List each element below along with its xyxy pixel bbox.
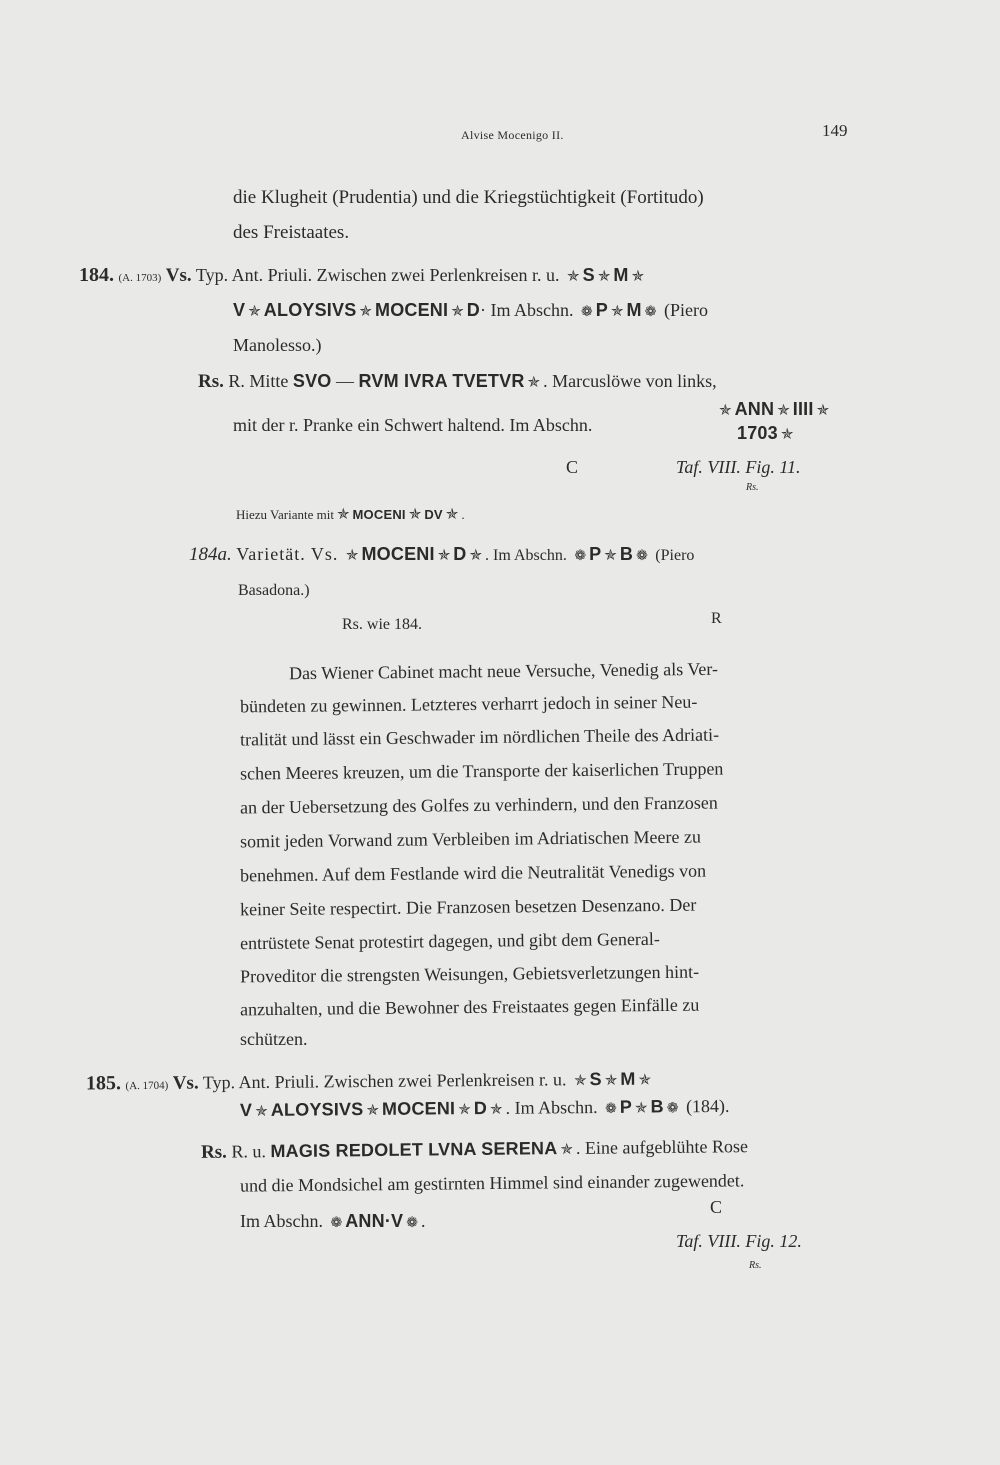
paragraph-line-4: schen Meeres kreuzen, um die Transporte der kaiserlichen Truppen [239,758,724,784]
entry-185-reverse-line-3: Im Abschn. ❁ ANN·V ❁ . [240,1211,426,1231]
entry-184-reverse-line-1 [198,370,717,393]
reverse-label: Rs. [200,1141,227,1163]
intro-line-1: die Klugheit (Prudentia) und die Kriegstüchtigkeit (Fortitudo) [233,187,704,208]
star-icon: ✯ [597,267,611,285]
plate-reference: Taf. VIII. Fig. 12. [676,1231,802,1251]
obverse-description: Typ. Ant. Priuli. Zwischen zwei Perlenkreisen r. u. [195,265,560,285]
star-icon: ✯ [255,1101,268,1121]
star-icon: ✯ [336,505,350,523]
reverse-label: Rs. [198,371,224,392]
rarity-mark: C [710,1197,723,1217]
legend-letter: M [613,265,629,285]
legend-letter: M [620,1068,636,1089]
exergue-line-2 [737,422,796,445]
rosette-icon: ❁ [580,304,593,320]
plate-side: Rs. [746,482,759,493]
paragraph-line-1: Das Wiener Cabinet macht neue Versuche, Venedig als Ver- [288,658,719,684]
star-icon: ✯ [359,302,372,320]
paragraph-line-10: Proveditor die strengsten Weisungen, Gebietsverletzungen hint- [239,961,700,987]
entry-184a-line-2: Basadona.) [238,582,310,599]
plate-reference: Taf. VIII. Fig. 11. [676,457,801,477]
rarity-mark: C [566,457,579,477]
rosette-icon: ❁ [330,1215,343,1231]
star-icon: ✯ [638,1070,652,1089]
abschnitt-label: . Im Abschn. [485,547,567,564]
star-icon: ✯ [634,1098,648,1117]
paragraph-line-3: tralität und lässt ein Geschwader im nördlichen Theile des Adriati- [239,724,720,750]
entry-185-reverse-line-2: und die Mondsichel am gestirnten Himmel sind einander zugewendet. [239,1170,745,1196]
entry-184a-line-1 [189,543,694,567]
obverse-label: Vs. [165,265,192,286]
star-icon: ✯ [437,546,451,564]
entry-184-line-1 [79,264,647,289]
legend-letter: D [453,544,467,564]
mintmaster-name: (Piero [655,547,695,564]
paragraph-line-5: an der Uebersetzung des Golfes zu verhindern, und den Franzosen [239,792,718,818]
star-icon: ✯ [469,546,483,564]
legend-word: MOCENI [352,507,406,522]
entry-year: (A. 1704) [125,1079,169,1093]
entry-185-line-1 [86,1068,654,1098]
legend-letter: D [466,300,480,320]
legend-word: MOCENI [361,544,435,564]
entry-184-line-2 [233,299,708,323]
legend-word: ALOYSIVS [263,300,357,320]
paragraph-line-6: somit jeden Vorwand zum Verbleiben im Adriatischen Meere zu [239,826,701,852]
rosette-icon: ❁ [636,548,648,564]
obverse-label: Vs. [172,1072,199,1094]
legend-word: ANN·V [345,1211,404,1231]
reverse-description: . Eine aufgeblühte Rose [575,1136,749,1158]
legend-word: SVO [292,371,332,391]
star-icon: ✯ [573,1071,587,1090]
legend-word: ALOYSIVS [270,1099,364,1120]
legend-word: ANN [734,399,775,419]
abschnitt-label: Im Abschn. [490,300,574,320]
star-icon: ✯ [451,302,464,320]
star-icon: ✯ [604,546,617,564]
paragraph-line-12: schützen. [240,1029,308,1049]
star-icon: ✯ [445,505,459,523]
dash: — [336,371,355,391]
legend-letter: B [619,544,634,564]
cross-reference: (184). [685,1095,730,1117]
running-title: Alvise Mocenigo II. [461,128,564,142]
abschnitt-label: . Im Abschn. [505,1097,598,1118]
variant-note: Hiezu Variante mit ✯ MOCENI ✯ DV ✯ . [236,505,465,523]
star-icon: ✯ [816,401,830,419]
reverse-prefix: R. Mitte [228,371,289,391]
paragraph-line-11: anzuhalten, und die Bewohner des Freistaates gegen Einfälle zu [239,994,700,1020]
star-icon: ✯ [366,1100,380,1120]
star-icon: ✯ [408,505,422,523]
abschnitt-label: Im Abschn. [240,1211,323,1231]
legend-letter: P [619,1096,633,1117]
star-icon: ✯ [780,425,794,443]
entry-number: 184a. [189,544,232,565]
entry-184-line-3: Manolesso.) [233,335,322,355]
entry-number: 184. [79,264,114,286]
legend-letter: P [589,544,602,564]
rosette-icon: ❁ [406,1215,418,1231]
star-icon: ✯ [631,267,645,285]
entry-185-line-2 [240,1095,730,1123]
reverse-prefix: R. u. [231,1141,267,1162]
star-icon: ✯ [489,1099,503,1118]
star-icon: ✯ [719,401,732,419]
rosette-icon: ❁ [574,548,587,564]
rosette-icon: ❁ [666,1100,679,1117]
dot-glyph: · [479,300,486,320]
reverse-description: . Marcuslöwe von links, [543,371,717,391]
mintmaster-name: (Piero [663,300,708,320]
star-icon: ✯ [610,302,624,320]
rosette-icon: ❁ [644,304,657,320]
legend-text: MAGIS REDOLET LVNA SERENA [270,1138,558,1162]
star-icon: ✯ [458,1100,471,1119]
legend-word: MOCENI [375,300,449,320]
star-icon: ✯ [248,302,261,320]
entry-184-reverse-line-2: mit der r. Pranke ein Schwert haltend. Im Abschn. [233,415,593,435]
legend-word: MOCENI [381,1098,456,1119]
entry-184a-reverse: Rs. wie 184. [342,616,422,633]
entry-year: (A. 1703) [118,272,162,284]
star-icon: ✯ [345,546,359,564]
legend-letter: S [589,1068,602,1090]
star-icon: ✯ [527,373,541,391]
rosette-icon: ❁ [604,1100,617,1117]
variant-intro: Hiezu Variante mit [236,507,334,522]
intro-line-2: des Freistaates. [233,222,350,243]
paragraph-line-2: bündeten zu gewinnen. Letzteres verharrt jedoch in seiner Neu- [239,691,698,717]
legend-letter: S [582,265,595,285]
page-number: 149 [822,121,848,140]
rarity-mark: R [711,610,722,627]
legend-letter: V [239,1100,253,1121]
paragraph-line-9: entrüstete Senat protestirt dagegen, und gibt dem General- [239,928,660,954]
legend-word: DV [424,507,443,522]
legend-word: 1703 [737,423,778,443]
star-icon: ✯ [560,1139,574,1159]
legend-letter: P [595,300,608,320]
variant-label: Varietät. Vs. [236,544,339,564]
paragraph-line-7: benehmen. Auf dem Festlande wird die Neutralität Venedigs von [239,860,707,886]
legend-letter: M [626,300,642,320]
paragraph-line-8: keiner Seite respectirt. Die Franzosen besetzen Desenzano. Der [239,894,697,920]
obverse-description: Typ. Ant. Priuli. Zwischen zwei Perlenkreisen r. u. [202,1069,567,1093]
star-icon: ✯ [777,401,790,419]
legend-letter: B [650,1096,664,1117]
star-icon: ✯ [604,1070,618,1089]
exergue-line-1 [716,398,832,421]
legend-letter: V [233,300,246,320]
entry-185-reverse-line-1 [201,1135,748,1164]
legend-word: IIII [792,399,814,419]
star-icon: ✯ [567,267,580,285]
legend-text: RVM IVRA TVETVR [358,371,525,391]
plate-side: Rs. [749,1260,762,1271]
entry-number: 185. [85,1072,122,1095]
legend-letter: D [473,1097,488,1119]
